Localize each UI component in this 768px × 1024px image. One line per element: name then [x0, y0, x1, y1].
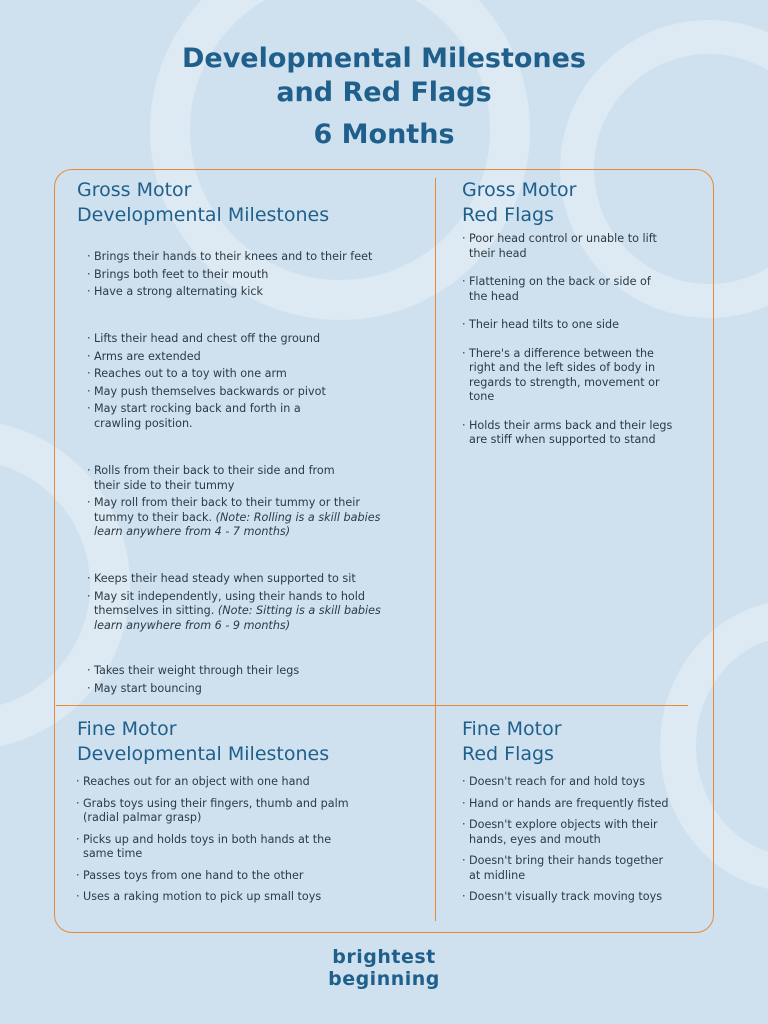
- list-item: · Poor head control or unable to lift their head: [462, 232, 677, 261]
- list-item: · Have a strong alternating kick: [87, 285, 387, 300]
- list-item: [87, 496, 384, 540]
- list-item: · Holds their arms back and their legs are stiff when supported to stand: [462, 419, 684, 448]
- list-item: · Lifts their head and chest off the ground: [87, 332, 387, 347]
- fine-motor-red-flags-heading: [462, 717, 562, 767]
- list-item: · Doesn't bring their hands together at midline: [462, 854, 674, 883]
- gross-motor-group-1: [87, 250, 387, 300]
- list-item: · Their head tilts to one side: [462, 318, 677, 333]
- list-item: · Flattening on the back or side of the head: [462, 275, 659, 304]
- logo-line-1: brightest: [332, 946, 436, 968]
- list-item: · Uses a raking motion to pick up small toys: [76, 890, 376, 905]
- list-item: · Passes toys from one hand to the other: [76, 869, 376, 884]
- heading-line-1: Gross Motor: [77, 179, 192, 201]
- heading-line-1: Fine Motor: [77, 718, 177, 740]
- list-item: · Takes their weight through their legs: [87, 664, 387, 679]
- fine-motor-milestones-heading: [77, 717, 329, 767]
- list-item: [87, 590, 384, 634]
- age-title: 6 Months: [313, 119, 455, 150]
- heading-line-2: Developmental Milestones: [77, 743, 330, 765]
- heading-line-1: Fine Motor: [462, 718, 562, 740]
- list-item: · Brings their hands to their knees and to their feet: [87, 250, 387, 265]
- item-text: May roll from their back to their tummy or their tummy to their back.: [94, 496, 360, 524]
- gross-motor-group-2: [87, 332, 387, 431]
- logo-line-2: beginning: [328, 968, 440, 990]
- list-item: · Reaches out for an object with one hand: [76, 775, 376, 790]
- heading-line-2: Red Flags: [462, 204, 554, 226]
- list-item: · May start rocking back and forth in a crawling position.: [87, 402, 304, 431]
- gross-motor-group-4: [87, 572, 387, 633]
- list-item: · Brings both feet to their mouth: [87, 268, 387, 283]
- brightest-beginning-logo: [0, 946, 768, 990]
- list-item: · Picks up and holds toys in both hands at the same time: [76, 833, 333, 862]
- title-line-2: and Red Flags: [276, 77, 492, 108]
- gross-motor-red-flags-heading: [462, 178, 576, 228]
- list-item: · Grabs toys using their fingers, thumb and palm (radial palmar grasp): [76, 797, 358, 826]
- item-note: (Note: Sitting is a skill babies learn anywhere from 6 - 9 months): [94, 604, 381, 632]
- list-item: · Doesn't reach for and hold toys: [462, 775, 677, 790]
- heading-line-1: Gross Motor: [462, 179, 577, 201]
- gross-motor-milestones-heading: [77, 178, 329, 228]
- page-title: [0, 42, 768, 110]
- list-item: · May start bouncing: [87, 682, 387, 697]
- column-divider: [435, 178, 436, 921]
- list-item: · Reaches out to a toy with one arm: [87, 367, 387, 382]
- fine-motor-red-flags-list: [462, 775, 677, 905]
- gross-motor-red-flags-list: [462, 232, 677, 448]
- fine-motor-milestones-list: [76, 775, 376, 905]
- item-note: (Note: Rolling is a skill babies learn anywhere from 4 - 7 months): [94, 510, 381, 538]
- title-line-1: Developmental Milestones: [181, 43, 587, 74]
- list-item: · Hand or hands are frequently fisted: [462, 797, 677, 812]
- list-item: · Keeps their head steady when supported to sit: [87, 572, 387, 587]
- heading-line-2: Developmental Milestones: [77, 204, 330, 226]
- item-text: May sit independently, using their hands to hold themselves in sitting.: [94, 589, 365, 617]
- list-item: · Doesn't explore objects with their hands, eyes and mouth: [462, 818, 669, 847]
- row-divider: [56, 705, 688, 706]
- list-item: · Rolls from their back to their side and from their side to their tummy: [87, 464, 344, 493]
- list-item: · Arms are extended: [87, 350, 387, 365]
- list-item: · Doesn't visually track moving toys: [462, 890, 677, 905]
- list-item: · There's a difference between the right and the left sides of body in regards to strength, movement or tone: [462, 347, 664, 405]
- gross-motor-group-3: [87, 464, 387, 540]
- list-item: · May push themselves backwards or pivot: [87, 385, 387, 400]
- heading-line-2: Red Flags: [462, 743, 554, 765]
- gross-motor-group-5: [87, 664, 387, 696]
